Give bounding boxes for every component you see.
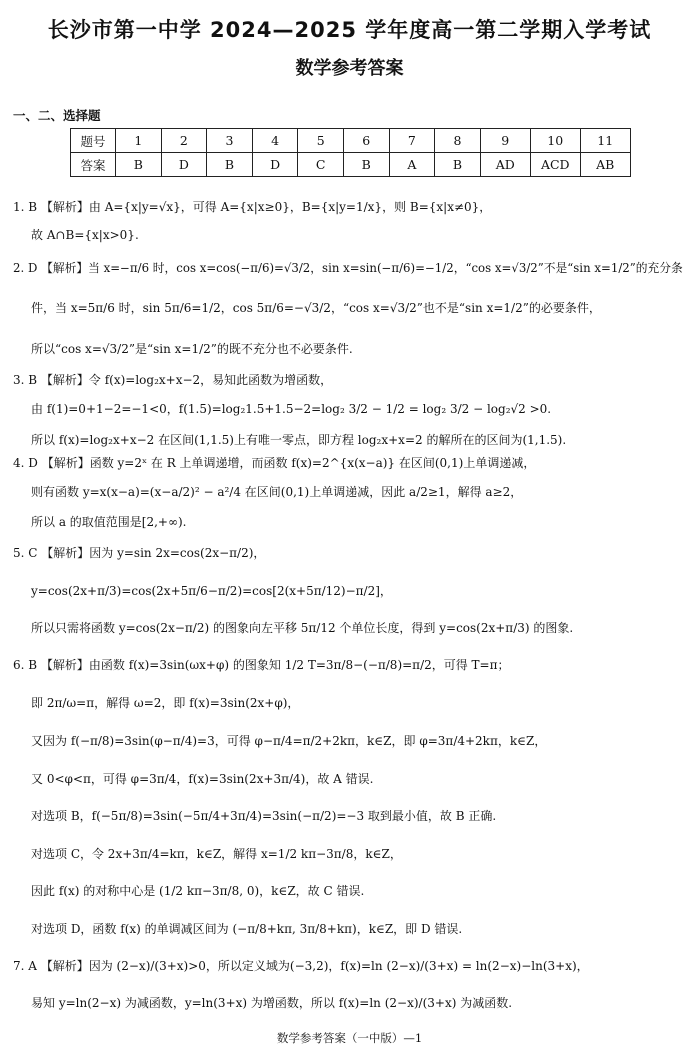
table-cell: 11 [580,129,630,153]
answer-table [70,128,631,177]
solution-line: 3. B 【解析】令 f(x)=log₂x+x−2，易知此函数为增函数， [13,373,333,387]
section-heading: 一、二、选择题 [13,108,101,123]
table-cell: B [435,153,481,177]
solution-line: 所以 f(x)=log₂x+x−2 在区间(1,1.5)上有唯一零点，即方程 log₂x+x=2 的解所在的区间为(1,1.5). [31,433,567,447]
solution-line: 件，当 x=5π/6 时，sin 5π/6=1/2，cos 5π/6=−√3/2，“cos x=√3/2”也不是“sin x=1/2”的必要条件， [31,301,601,315]
solution-line: 1. B 【解析】由 A={x|y=√x}，可得 A={x|x≥0}，B={x|y=1/x}，则 B={x|x≠0}， [13,200,492,214]
solution-line: 7. A 【解析】因为 (2−x)/(3+x)>0，所以定义域为(−3,2)，f(x)=ln (2−x)/(3+x) = ln(2−x)−ln(3+x)， [13,959,589,973]
solution-line: 对选项 C，令 2x+3π/4=kπ，k∈Z，解得 x=1/2 kπ−3π/8，k∈Z， [31,847,402,861]
solution-line: 所以只需将函数 y=cos(2x−π/2) 的图象向左平移 5π/12 个单位长度，得到 y=cos(2x+π/3) 的图象. [31,621,574,635]
solution-line: 易知 y=ln(2−x) 为减函数，y=ln(3+x) 为增函数，所以 f(x)=ln (2−x)/(3+x) 为减函数. [31,996,513,1010]
table-cell: B [207,153,253,177]
table-cell: ACD [530,153,580,177]
table-row [71,153,631,177]
table-cell: 9 [480,129,530,153]
solution-line: 由 f(1)=0+1−2=−1<0，f(1.5)=log₂1.5+1.5−2=log₂ 3/2 − 1/2 = log₂ 3/2 − log₂√2 >0. [31,402,552,416]
solution-line: 又因为 f(−π/8)=3sin(φ−π/4)=3，可得 φ−π/4=π/2+2kπ，k∈Z，即 φ=3π/4+2kπ，k∈Z， [31,734,547,748]
solution-line: 故 A∩B={x|x>0}. [31,228,139,242]
document-subtitle: 数学参考答案 [295,58,404,79]
table-header-cell: 答案 [71,153,116,177]
table-cell: AD [480,153,530,177]
solution-line: y=cos(2x+π/3)=cos(2x+5π/6−π/2)=cos[2(x+5π/12)−π/2]， [31,584,392,598]
solution-line: 2. D 【解析】当 x=−π/6 时，cos x=cos(−π/6)=√3/2，sin x=sin(−π/6)=−1/2，“cos x=√3/2”不是“sin x=1/2”的充分条 [13,261,683,275]
table-cell: B [116,153,162,177]
table-cell: C [298,153,344,177]
table-cell: D [252,153,298,177]
solution-line: 所以 a 的取值范围是[2,+∞). [31,515,187,529]
table-cell: 4 [252,129,298,153]
table-header-cell: 题号 [71,129,116,153]
document-title: 长沙市第一中学 2024—2025 学年度高一第二学期入学考试 [47,18,652,42]
solution-line: 即 2π/ω=π，解得 ω=2，即 f(x)=3sin(2x+φ)， [31,696,300,710]
table-cell: 7 [389,129,435,153]
solution-line: 6. B 【解析】由函数 f(x)=3sin(ωx+φ) 的图象知 1/2 T=3π/8−(−π/8)=π/2，可得 T=π； [13,658,510,672]
solution-line: 5. C 【解析】因为 y=sin 2x=cos(2x−π/2)， [13,546,266,560]
table-cell: 2 [161,129,207,153]
table-cell: D [161,153,207,177]
table-cell: 3 [207,129,253,153]
table-cell: A [389,153,435,177]
table-cell: 10 [530,129,580,153]
table-row [71,129,631,153]
table-cell: B [343,153,389,177]
solution-line: 4. D 【解析】函数 y=2ˣ 在 R 上单调递增，而函数 f(x)=2^{x(x−a)} 在区间(0,1)上单调递减， [13,456,536,470]
table-cell: 8 [435,129,481,153]
page-footer: 数学参考答案（一中版）—1 [276,1031,423,1045]
table-cell: 1 [116,129,162,153]
table-cell: AB [580,153,630,177]
solution-line: 则有函数 y=x(x−a)=(x−a/2)² − a²/4 在区间(0,1)上单调递减，因此 a/2≥1，解得 a≥2， [31,485,523,499]
table-cell: 5 [298,129,344,153]
solution-line: 所以“cos x=√3/2”是“sin x=1/2”的既不充分也不必要条件. [31,342,353,356]
table-cell: 6 [343,129,389,153]
solution-line: 对选项 D，函数 f(x) 的单调减区间为 (−π/8+kπ, 3π/8+kπ)，k∈Z，即 D 错误. [31,922,463,936]
solution-line: 又 0<φ<π，可得 φ=3π/4，f(x)=3sin(2x+3π/4)，故 A 错误. [31,772,374,786]
solution-line: 因此 f(x) 的对称中心是 (1/2 kπ−3π/8, 0)，k∈Z，故 C 错误. [31,884,365,898]
solution-line: 对选项 B，f(−5π/8)=3sin(−5π/4+3π/4)=3sin(−π/2)=−3 取到最小值，故 B 正确. [31,809,497,823]
